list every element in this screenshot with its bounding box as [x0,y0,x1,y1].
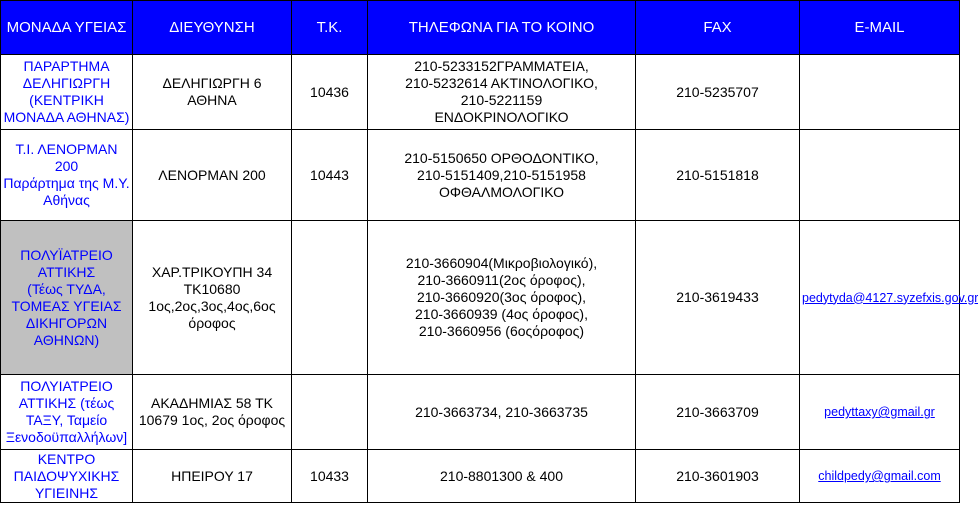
cell-postal-code [292,221,368,375]
header-unit: ΜΟΝΑΔΑ ΥΓΕΙΑΣ [1,1,133,55]
email-link[interactable]: pedyttaxy@gmail.gr [824,405,935,419]
header-phones: ΤΗΛΕΦΩΝΑ ΓΙΑ ΤΟ ΚΟΙΝΟ [368,1,636,55]
cell-email [800,55,960,130]
cell-fax: 210-3601903 [636,450,800,503]
cell-unit: ΠΑΡΑΡΤΗΜΑ ΔΕΛΗΓΙΩΡΓΗ (ΚΕΝΤΡΙΚΗ ΜΟΝΑΔΑ ΑΘΗΝΑΣ) [1,55,133,130]
header-address: ΔΙΕΥΘΥΝΣΗ [133,1,292,55]
cell-email [800,375,960,450]
cell-unit: ΠΟΛΥΪΑΤΡΕΙΟ ΑΤΤΙΚΗΣ (Τέως ΤΥΔΑ, ΤΟΜΕΑΣ ΥΓΕΙΑΣ ΔΙΚΗΓΟΡΩΝ ΑΘΗΝΩΝ) [1,221,133,375]
header-postal-code: Τ.Κ. [292,1,368,55]
header-fax: FAX [636,1,800,55]
cell-address: ΑΚΑΔΗΜΙΑΣ 58 ΤΚ 10679 1ος, 2ος όροφος [133,375,292,450]
cell-unit: ΚΕΝΤΡΟ ΠΑΙΔΟΨΥΧΙΚΗΣ ΥΓΙΕΙΝΗΣ [1,450,133,503]
header-row [1,1,960,55]
table-row [1,55,960,130]
cell-postal-code: 10443 [292,130,368,221]
cell-address: ΔΕΛΗΓΙΩΡΓΗ 6 ΑΘΗΝΑ [133,55,292,130]
table-row [1,450,960,503]
cell-phones: 210-5150650 ΟΡΘΟΔΟΝΤΙΚΟ, 210-5151409,210-5151958 ΟΦΘΑΛΜΟΛΟΓΙΚΟ [368,130,636,221]
cell-email [800,450,960,503]
cell-address: ΧΑΡ.ΤΡΙΚΟΥΠΗ 34 ΤΚ10680 1ος,2ος,3ος,4ος,6ος όροφος [133,221,292,375]
table-row [1,130,960,221]
header-email: E-MAIL [800,1,960,55]
cell-phones: 210-3660904(Μικροβιολογικό), 210-3660911(2ος όροφος), 210-3660920(3ος όροφος), 210-3660939 (4ος όροφος), 210-3660956 (6οςόροφος) [368,221,636,375]
cell-postal-code [292,375,368,450]
cell-fax: 210-3663709 [636,375,800,450]
cell-unit: ΠΟΛΥΙΑΤΡΕΙΟ ΑΤΤΙΚΗΣ (τέως ΤΑΞΥ, Ταμείο Ξενοδοϋπαλλήλων] [1,375,133,450]
email-link[interactable]: pedytyda@4127.syzefxis.gov.gr [802,290,978,305]
cell-phones: 210-5233152ΓΡΑΜΜΑΤΕΙΑ, 210-5232614 ΑΚΤΙΝΟΛΟΓΙΚΟ, 210-5221159 ΕΝΔΟΚΡΙΝΟΛΟΓΙΚΟ [368,55,636,130]
cell-fax: 210-3619433 [636,221,800,375]
cell-unit: Τ.Ι. ΛΕΝΟΡΜΑΝ 200 Παράρτημα της Μ.Υ. Αθήνας [1,130,133,221]
email-link[interactable]: childpedy@gmail.com [818,469,941,483]
table-row [1,221,960,375]
cell-phones: 210-3663734, 210-3663735 [368,375,636,450]
cell-phones: 210-8801300 & 400 [368,450,636,503]
cell-address: ΗΠΕΙΡΟΥ 17 [133,450,292,503]
cell-postal-code: 10436 [292,55,368,130]
cell-fax: 210-5235707 [636,55,800,130]
cell-email [800,221,978,375]
cell-email [800,130,960,221]
cell-postal-code: 10433 [292,450,368,503]
table-row [1,375,960,450]
cell-address: ΛΕΝΟΡΜΑΝ 200 [133,130,292,221]
cell-fax: 210-5151818 [636,130,800,221]
